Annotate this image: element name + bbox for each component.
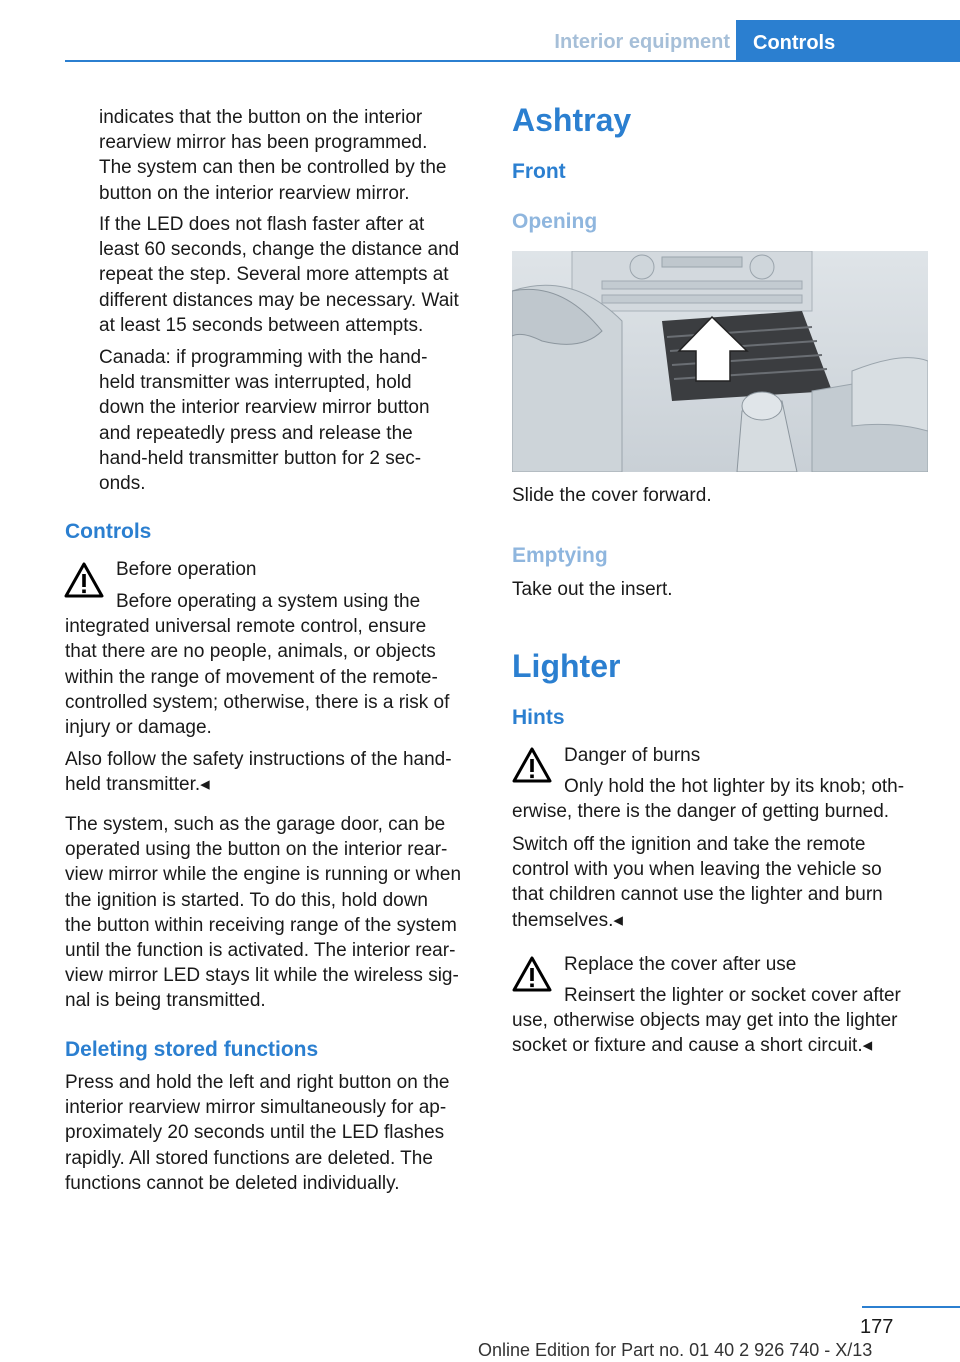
footer-rule <box>862 1306 960 1308</box>
text-line: Switch off the ignition and take the remote <box>512 834 866 855</box>
text-line: least 60 seconds, change the distance and <box>99 239 460 261</box>
text-line: use, otherwise objects may get into the lighter <box>512 1010 898 1032</box>
text-line: Press and hold the left and right button on the <box>65 1072 450 1093</box>
text-line: Also follow the safety instructions of the hand‐ <box>65 749 452 770</box>
text-line: rapidly. All stored functions are deleted. The <box>65 1147 433 1169</box>
section-tab[interactable]: Interior equipment <box>554 31 730 53</box>
opening-heading: Opening <box>512 210 598 233</box>
emptying-heading: Emptying <box>512 544 608 567</box>
led-paragraph <box>99 212 459 338</box>
text-line: until the function is activated. The interior rear‐ <box>65 940 456 962</box>
text-line: proximately 20 seconds until the LED flashes <box>65 1122 445 1144</box>
text-line: erwise, there is the danger of getting burned. <box>512 801 890 823</box>
text-line: interior rearview mirror simultaneously for ap‐ <box>65 1097 447 1119</box>
cover-warning-title: Replace the cover after use <box>564 954 797 975</box>
switch-paragraph <box>512 832 883 933</box>
text-line: within the range of movement of the remote- <box>65 666 438 688</box>
page-number: 177 <box>860 1316 894 1338</box>
system-paragraph <box>65 812 461 1014</box>
text-line: integrated universal remote control, ensure <box>65 616 427 638</box>
text-line: Before operating a system using the <box>116 591 421 612</box>
text-line: themselves.◂ <box>512 909 623 931</box>
chapter-tab[interactable]: Controls <box>736 20 960 62</box>
text-line: view mirror while the engine is running or when <box>65 864 462 886</box>
take-out-text: Take out the insert. <box>512 579 673 600</box>
text-line: functions cannot be deleted individually. <box>65 1172 400 1194</box>
canada-paragraph <box>99 345 430 496</box>
text-line: The system, such as the garage door, can be <box>65 814 446 835</box>
text-line: at least 15 seconds between attempts. <box>99 314 424 336</box>
deleting-heading: Deleting stored functions <box>65 1038 319 1061</box>
text-line: repeat the step. Several more attempts at <box>99 264 449 286</box>
text-line: indicates that the button on the interior <box>99 107 423 128</box>
controls-heading: Controls <box>65 520 152 543</box>
text-line: button on the interior rearview mirror. <box>99 182 410 204</box>
edition-note: Online Edition for Part no. 01 40 2 926 740 - X/13 <box>478 1340 873 1360</box>
ashtray-heading: Ashtray <box>512 102 632 138</box>
text-line: rearview mirror has been programmed. <box>99 132 428 154</box>
text-line: held transmitter was interrupted, hold <box>99 372 412 394</box>
text-line: The system can then be controlled by the <box>99 157 447 179</box>
text-line: socket or fixture and cause a short circuit.◂ <box>512 1035 873 1057</box>
warning-title: Before operation <box>116 559 257 580</box>
text-line: that children cannot use the lighter and burn <box>512 884 883 906</box>
text-line: Reinsert the lighter or socket cover after <box>564 985 901 1006</box>
text-line: Canada: if programming with the hand‐ <box>99 347 428 368</box>
text-line: that there are no people, animals, or objects <box>65 641 436 663</box>
header-rule <box>65 60 960 62</box>
burn-warning-paragraph <box>512 774 904 824</box>
text-line: nal is being transmitted. <box>65 990 266 1012</box>
follow-paragraph <box>65 747 452 797</box>
text-line: If the LED does not flash faster after at <box>99 214 425 235</box>
text-line: down the interior rearview mirror button <box>99 397 430 419</box>
deleting-paragraph <box>65 1070 450 1196</box>
intro-paragraph <box>99 105 446 206</box>
burn-warning-title: Danger of burns <box>564 745 701 766</box>
text-line: Only hold the hot lighter by its knob; oth‐ <box>564 776 905 797</box>
front-heading: Front <box>512 160 566 183</box>
text-line: different distances may be necessary. Wait <box>99 289 459 311</box>
text-line: hand-held transmitter button for 2 sec‐ <box>99 447 422 469</box>
ashtray-illustration <box>512 251 928 472</box>
cover-warning-paragraph <box>512 983 901 1059</box>
text-line: control with you when leaving the vehicle so <box>512 859 882 881</box>
lighter-heading: Lighter <box>512 648 621 684</box>
text-line: the button within receiving range of the system <box>65 914 457 936</box>
text-line: onds. <box>99 473 146 495</box>
text-line: injury or damage. <box>65 717 212 739</box>
text-line: and repeatedly press and release the <box>99 422 413 444</box>
text-line: operated using the button on the interior rear‐ <box>65 839 448 861</box>
page-header <box>0 0 960 64</box>
hints-heading: Hints <box>512 706 565 729</box>
text-line: view mirror LED stays lit while the wireless sig‐ <box>65 965 459 987</box>
slide-text: Slide the cover forward. <box>512 485 712 506</box>
text-line: the ignition is started. To do this, hold down <box>65 889 428 911</box>
text-line: controlled system; otherwise, there is a risk of <box>65 691 450 713</box>
warning-paragraph <box>65 589 449 740</box>
text-line: held transmitter.◂ <box>65 774 210 796</box>
